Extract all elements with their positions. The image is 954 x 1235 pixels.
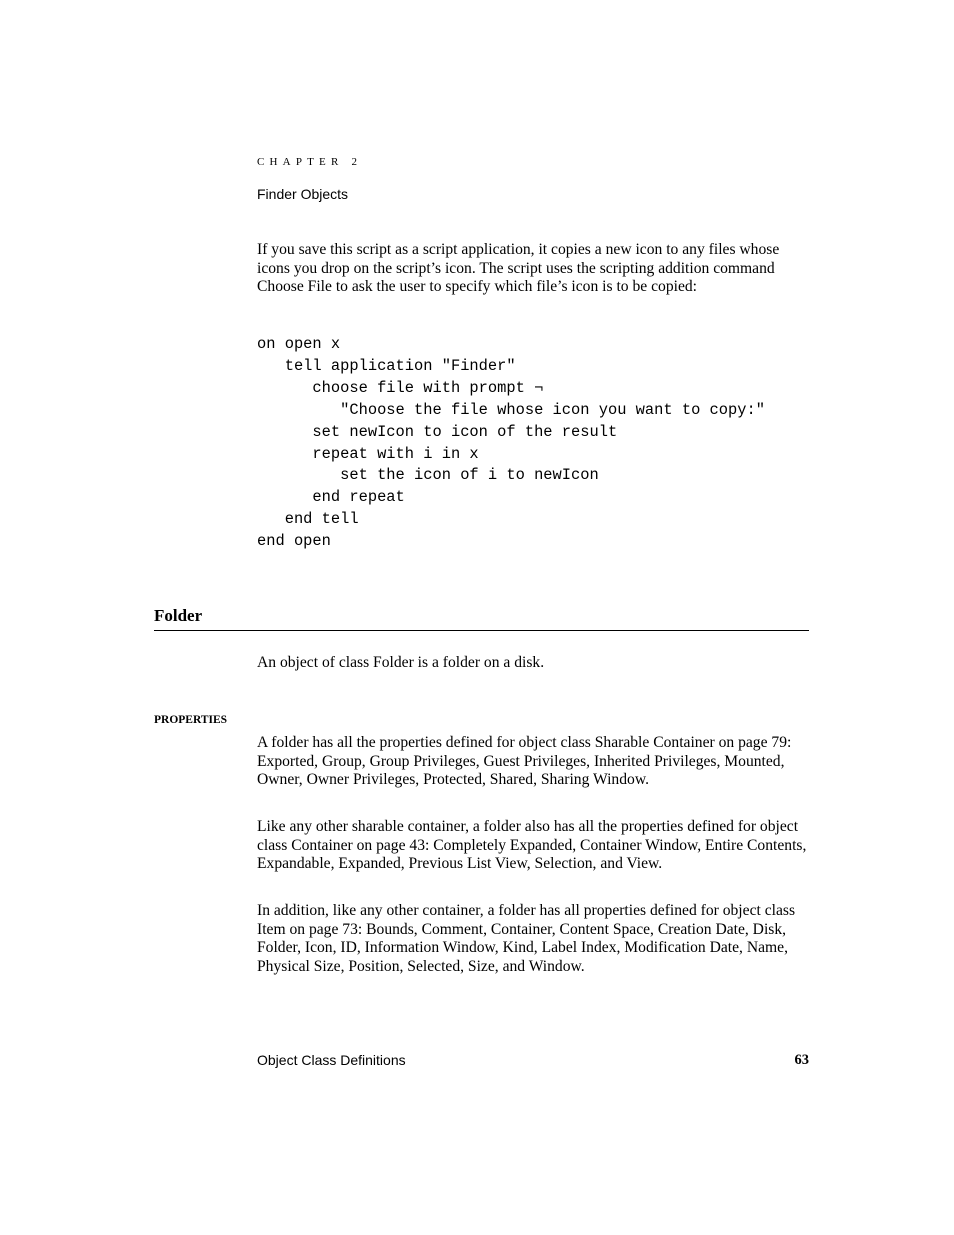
properties-paragraph: In addition, like any other container, a folder has all properties defined for object class Item on page 73: Bounds, Comment, Container, Content Space, Creation Date, Disk, Folder, Icon, ID, Information Window, Kind, Label Index, Modification Date, Name, Physical Size, Position, Selected, Size, and Window. [257, 902, 796, 976]
page-number: 63 [794, 1052, 809, 1068]
properties-paragraph: A folder has all the properties defined for object class Sharable Container on page 79: Exported, Group, Group Privileges, Guest Privileges, Inherited Privileges, Mounted, Owner, Owner Privileges, Protected, Shared, Sharing Window. [257, 734, 792, 789]
running-head-title: Finder Objects [257, 186, 349, 202]
section-description: An object of class Folder is a folder on a disk. [257, 654, 545, 671]
footer-section-name: Object Class Definitions [257, 1052, 406, 1068]
section-title: Folder [154, 606, 203, 625]
code-sample: on open x tell application "Finder" choose file with prompt ¬ "Choose the file whose icon you want to copy:" set newIcon to icon of the result repeat with i in x set the icon of i to newIcon end repeat end tell end open [257, 335, 765, 551]
intro-paragraph: If you save this script as a script application, it copies a new icon to any files whose icons you drop on the script’s icon. The script uses the scripting addition command Choose File to ask the user to specify which file’s icon is to be copied: [257, 241, 780, 296]
properties-label: PROPERTIES [154, 714, 228, 726]
chapter-label: CHAPTER 2 [257, 156, 363, 168]
properties-paragraph: Like any other sharable container, a folder also has all the properties defined for object class Container on page 43: Completely Expanded, Container Window, Entire Contents, Expandable, Expanded, Previous List View, Selection, and View. [257, 818, 807, 873]
section-divider [154, 630, 809, 631]
